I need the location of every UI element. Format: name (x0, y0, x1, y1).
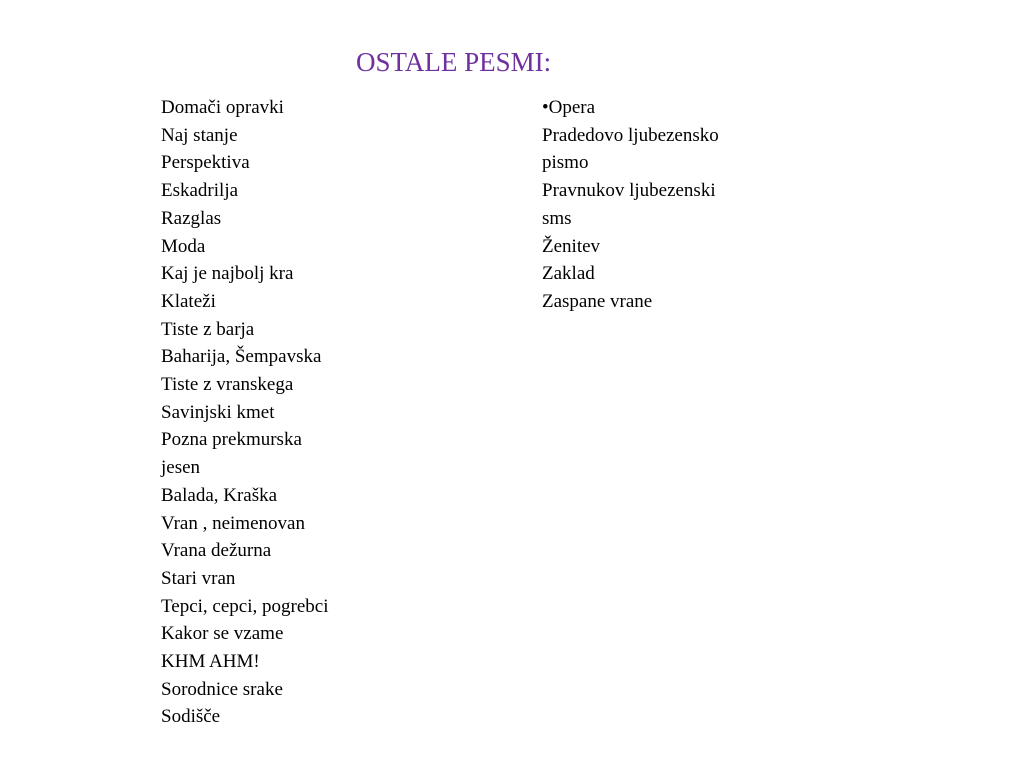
song-item: Eskadrilja (161, 180, 239, 202)
slide-title: OSTALE PESMI: (356, 47, 552, 77)
song-item: Balada, Kraška (161, 484, 278, 506)
song-item: Moda (161, 235, 206, 257)
song-list-left (161, 94, 391, 731)
song-item: KHM AHM! (161, 651, 260, 673)
song-item: Kaj je najbolj kra (161, 263, 294, 285)
song-item: Tiste z barja (161, 318, 255, 340)
song-item: Kakor se vzame (161, 623, 284, 645)
song-item: Razglas (161, 207, 222, 229)
song-item: Stari vran (161, 567, 236, 589)
song-item: Klateži (161, 290, 216, 312)
song-item: Zaspane vrane (542, 290, 653, 312)
song-item: Naj stanje (161, 124, 238, 146)
song-item: pismo (542, 152, 589, 174)
song-item: Perspektiva (161, 152, 250, 174)
song-item: Sorodnice srake (161, 678, 283, 700)
song-item: Baharija, Šempavska (161, 346, 322, 368)
song-item: Pravnukov ljubezenski (542, 180, 716, 202)
song-item: •Opera (542, 97, 596, 118)
song-item: Pozna prekmurska (161, 429, 302, 451)
song-list-right (542, 94, 782, 316)
song-item: Sodišče (161, 706, 221, 728)
song-item: Vran , neimenovan (161, 512, 305, 534)
song-item: Zaklad (542, 263, 595, 285)
song-item: Pradedovo ljubezensko (542, 124, 719, 146)
song-item: Savinjski kmet (161, 401, 275, 423)
song-item: Tepci, cepci, pogrebci (161, 595, 329, 617)
song-item: Domači opravki (161, 97, 284, 118)
song-item: Tiste z vranskega (161, 374, 294, 396)
song-item: jesen (161, 457, 201, 479)
song-item: Vrana dežurna (161, 540, 272, 562)
song-item: Ženitev (542, 235, 601, 257)
song-item: sms (542, 207, 572, 229)
